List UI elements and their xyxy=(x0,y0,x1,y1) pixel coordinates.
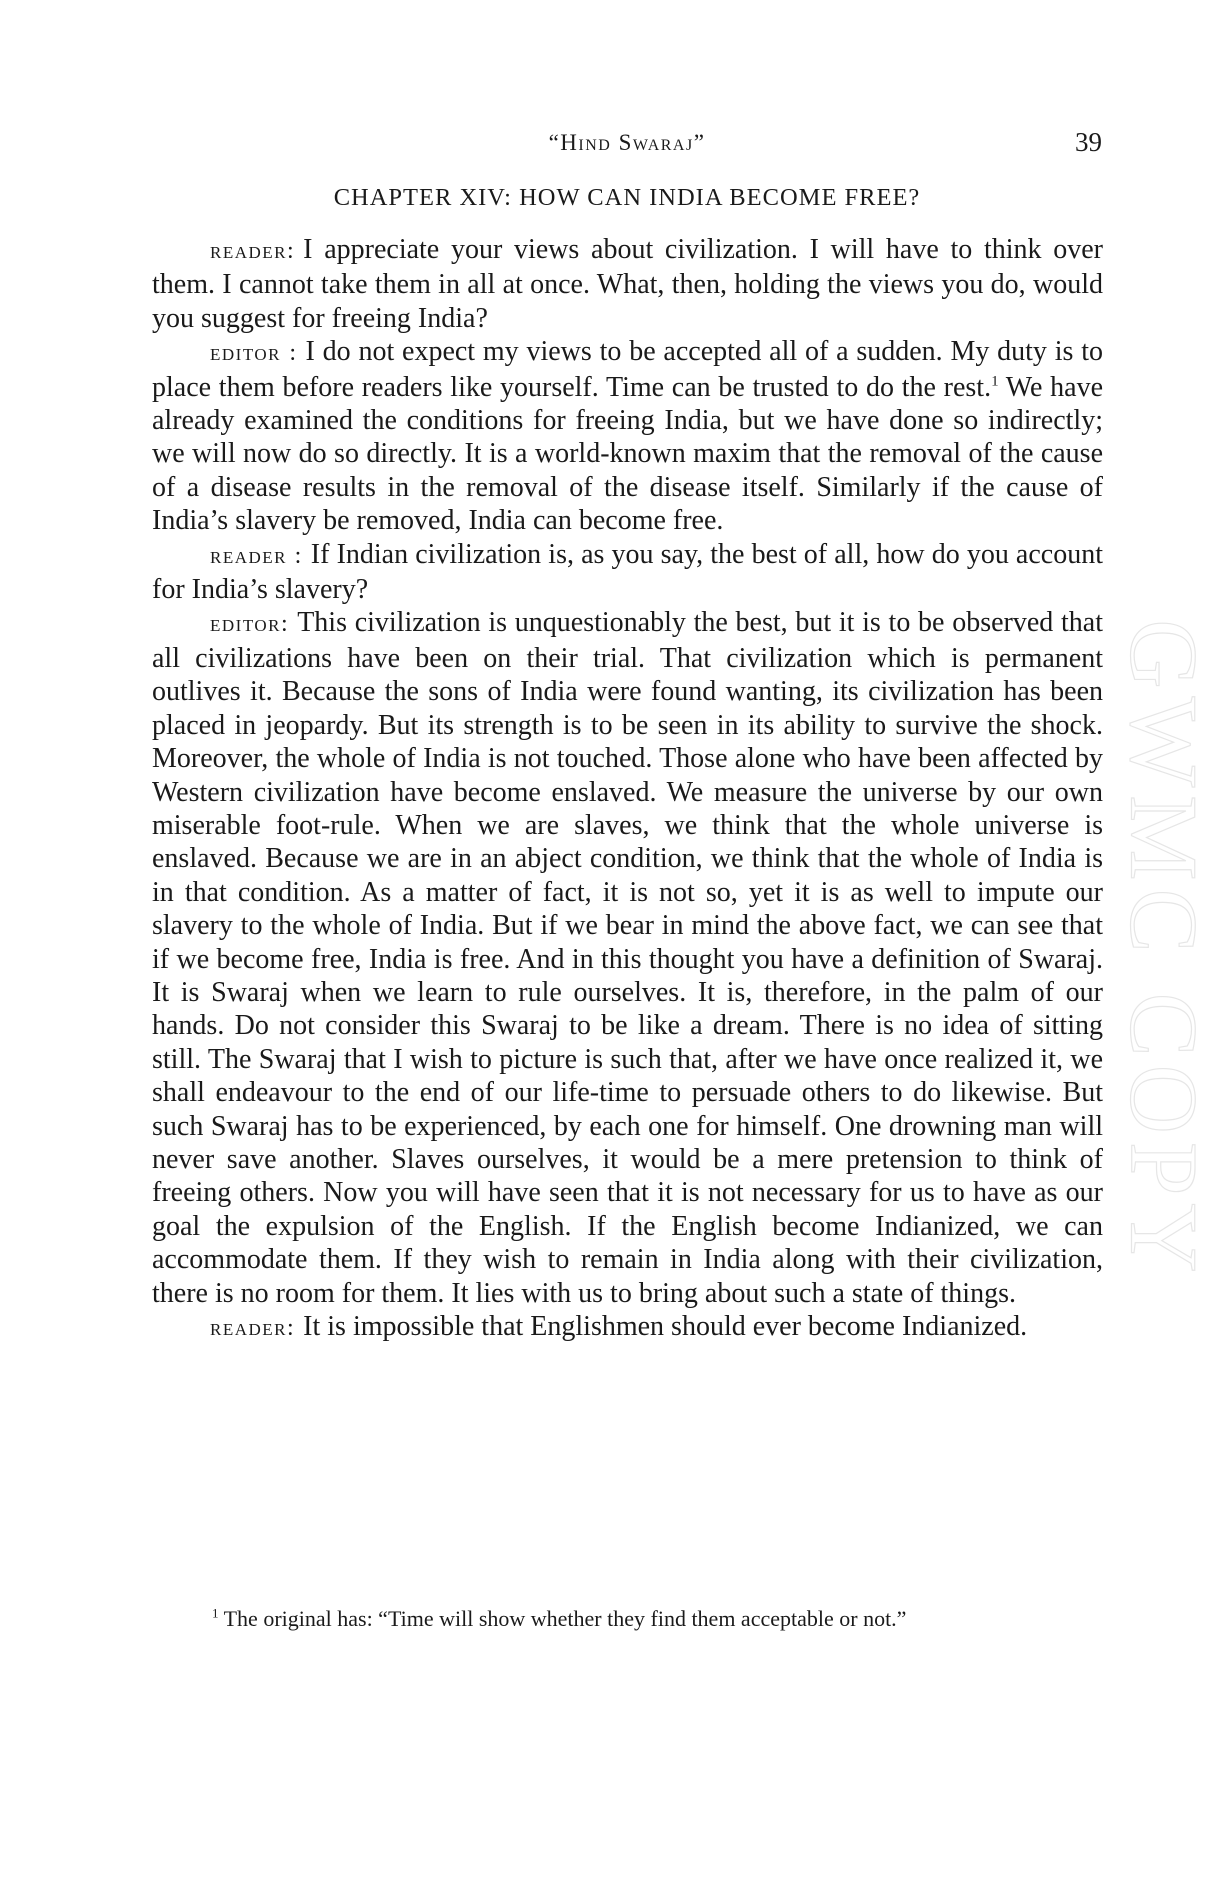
speaker-label: reader : xyxy=(210,542,303,569)
footnote-text: The original has: “Time will show whether they find them acceptable or not.” xyxy=(223,1606,907,1631)
paragraph-reader-2 xyxy=(152,538,1103,607)
paragraph-reader-3 xyxy=(152,1310,1103,1345)
footnote-marker: 1 xyxy=(212,1605,219,1621)
paragraph-text: I do not expect my views to be accepted all of a sudden. My duty is to place them before readers like yourself. Time can be trusted to do the rest. xyxy=(152,336,1103,403)
paragraph-text: This civilization is unquestionably the best, but it is to be observed that all civilizations have been on their trial. That civilization which is permanent outlives it. Because the sons of India were found wanting, its civilization has been placed in jeopardy. But its strength is to be seen in its ability to survive the shock. Moreover, the whole of India is not touched. Those alone who have been affected by Western civilization have become enslaved. We measure the universe by our own miserable foot-rule. When we are slaves, we think that the whole universe is enslaved. Because we are in an abject condition, we think that the whole of India is in that condition. As a matter of fact, it is not so, yet it is as well to impute our slavery to the whole of India. But if we bear in mind the above fact, we can see that if we become free, India is free. And in this thought you have a definition of Swaraj. It is Swaraj when we learn to rule ourselves. It is, therefore, in the palm of our hands. Do not consider this Swaraj to be like a dream. There is no idea of sitting still. The Swaraj that I wish to picture is such that, after we have once realized it, we shall endeavour to the end of our life-time to persuade others to do likewise. But such Swaraj has to be experienced, by each one for himself. One drowning man will never save another. Slaves ourselves, it would be a mere pretension to think of freeing others. Now you will have seen that it is not necessary for us to have as our goal the expulsion of the English. If the English become Indianized, we can accommodate them. If they wish to remain in India along with their civilization, there is no room for them. It lies with us to bring about such a state of things. xyxy=(152,607,1103,1309)
page-number: 39 xyxy=(1075,127,1102,157)
paragraph-text: I appreciate your views about civilization. I will have to think over them. I cannot take them in all at once. What, then, holding the views you do, would you suggest for freeing India? xyxy=(152,234,1103,334)
speaker-label: reader: xyxy=(210,1315,296,1341)
paragraph-text-continued: We have already examined the conditions for freeing India, but we have done so indirectly; we will now do so directly. It is a world-known maxim that the removal of the cause of a disease results in the removal of the disease itself. Similarly if the cause of India’s slavery be removed, India can become free. xyxy=(152,371,1103,537)
chapter-title: CHAPTER XIV: HOW CAN INDIA BECOME FREE? xyxy=(333,184,921,211)
body-text xyxy=(152,233,1103,1345)
paragraph-text: If Indian civilization is, as you say, the best of all, how do you account for India’s slavery? xyxy=(152,538,1103,606)
footnote-reference: 1 xyxy=(991,373,999,390)
paragraph-text: It is impossible that Englishmen should ever become Indianized. xyxy=(303,1311,1028,1342)
running-header xyxy=(152,127,1102,166)
paragraph-editor-1 xyxy=(152,335,1103,537)
speaker-label: editor: xyxy=(210,611,290,638)
paragraph-editor-2 xyxy=(152,606,1103,1310)
running-title: “Hind Swaraj” xyxy=(548,130,706,155)
speaker-label: editor : xyxy=(210,340,298,367)
library-watermark-stamp xyxy=(1110,590,1218,1310)
footnote xyxy=(152,1604,1103,1634)
paragraph-reader-1 xyxy=(152,233,1103,335)
watermark-text: GWMC COPY xyxy=(1110,619,1218,1281)
speaker-label: reader: xyxy=(210,238,296,264)
